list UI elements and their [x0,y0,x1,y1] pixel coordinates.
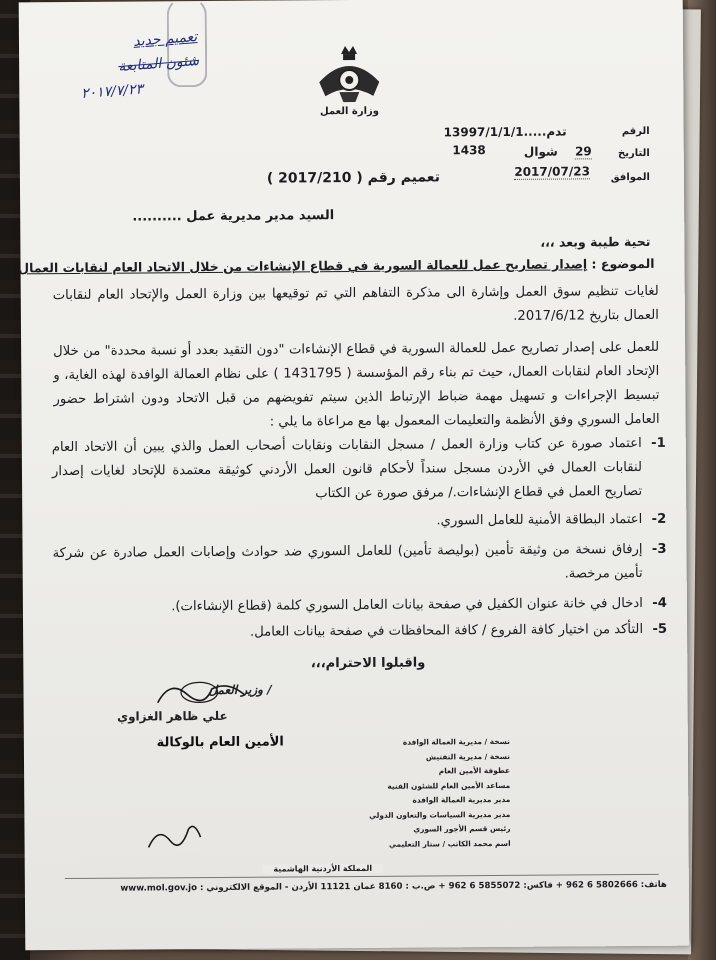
ministry-name: وزارة العمل [319,105,380,118]
signature-handwritten: / وزير العمل [208,682,272,698]
date-gregorian: 2017/07/23 [514,164,590,179]
date-label: التاريخ [617,147,650,160]
handwritten-note [77,25,202,106]
list-item [53,592,667,620]
copy-item: عطوفة الأمين العام [438,765,511,776]
list-item-text: اعتماد البطاقة الأمنية للعامل السوري. [436,511,643,529]
addressee: السيد مدير مديرية عمل .......... [132,208,335,225]
jordan-emblem-icon [309,40,389,111]
greeting: تحية طيبة وبعد ،،، [540,233,651,250]
circular-label: تعميم رقم [367,169,440,186]
copy-item: مدير مديرية السياسات والتعاون الدولي [369,809,511,820]
signatory-name: علي ظاهر الغزاوي [117,708,228,724]
copy-item: نسخة / مديرية العمالة الوافدة [402,736,510,747]
list-item-number: 3- [651,541,667,557]
footer-kingdom: المملكة الأردنية الهاشمية [263,864,383,874]
handwritten-note-line1: تعميم جديد [132,28,198,50]
list-item-number: 4- [652,595,667,611]
list-item-text: التأكد من اختيار كافة الفروع / كافة المحافظات في صفحة بيانات العامل. [249,621,644,640]
closing-line: واقبلوا الاحترام،،، [310,655,426,672]
footer-website: www.mol.gov.jo [120,883,198,894]
handwritten-note-line2: شئون المتابعة [117,52,200,76]
footer-contact-text: هاتف: 5802666 6 962 + فاكس: 5855072 6 962 + ص.ب : 8160 عمان 11121 الأردن - الموقع الالكتروني : [199,879,667,894]
circular-title [266,169,440,187]
subject-line [18,255,655,276]
copy-item: رئيس قسم الأجور السوري [413,823,511,834]
list-item [53,618,667,646]
date-hijri-month: شوال [523,144,558,159]
handwritten-note-line3: ٢٠١٧/٧/٢٣ [80,81,144,102]
subject-label: الموضوع : [591,255,655,272]
copy-item: نسخة / مديرية التفتيش [425,751,511,762]
list-item-text: إرفاق نسخة من وثيقة تأمين (بوليصة تأمين) للعامل السوري ضد حوادث وإصابات العمل صادرة عن شركة تأمين مرخصة. [52,541,643,582]
conditions-list [52,432,667,646]
list-item-number: 2- [651,511,667,527]
date-hijri-day: 29 [575,144,592,159]
copy-item: مدير مديرية العمالة الوافدة [412,794,511,805]
corresponding-label: الموافق [610,171,650,184]
copies-list [320,735,511,852]
subject-text: إصدار تصاريح عمل للعمالة السورية في قطاع الإنشاءات من خلال الاتحاد العام لنقابات العمال [18,256,588,276]
signature-block [93,676,284,767]
copy-item: مساعد الأمين العام للشئون الفنية [387,780,511,791]
paragraph-1: لغايات تنظيم سوق العمل وإشارة الى مذكرة التفاهم التي تم توقيعها بين وزارة العمل والإتحاد العام لنقابات العمال بتاريخ 2017/6/12. [52,283,659,324]
list-item [52,538,666,590]
ref-label: الرقم [621,125,650,138]
copy-item: اسم محمد الكاتب / ستار التعليمي [389,838,511,849]
document-page [19,0,690,950]
signatory-title: الأمين العام بالوكالة [156,734,284,751]
list-item-number: 1- [651,435,666,451]
list-item [52,432,666,508]
circular-number: ( 2017/210 ) [266,169,363,187]
ref-value: 13997/1/1/1.....تدم [443,124,567,140]
initials-scribble-icon [142,817,206,857]
list-item-text: ادخال في خانة عنوان الكفيل في صفحة بيانات العامل السوري كلمة (قطاع الإنشاءات). [171,595,643,615]
list-item [52,508,666,536]
footer-divider [65,874,659,879]
paragraph-2: للعمل على إصدار تصاريح عمل للعمالة السورية في قطاع الإنشاءات "دون التقيد بعدد أو نسبة محددة" من خلال الإتحاد العام لنقابات العمال، حيث تم بناء رقم المؤسسة ( 1431795 ) على نظام العمالة الوافدة لهذه الغاية، و تبسيط الإجراءات و تسهيل مهمة ضباط الإرتباط الذين سيتم تفويضهم من قبل الاتحاد ودون اشتراط حضور العامل السوري وفق الأنظمة والتعليمات المعمول بها مع مراعاة ما يلي : [53,339,660,430]
date-hijri-year: 1438 [452,143,486,158]
list-item-text: اعتماد صورة عن كتاب وزارة العمل / مسجل النقابات ونقابات أصحاب العمل والذي يبين أن الاتحاد العام لنقابات العمال في الأردن مسجل سنداً لأحكام قانون العمل الأردني كوثيقة معتمدة للإتحاد لغايات إصدار تصاريح العمل في قطاع الإنشاءات./ مرفق صورة عن الكتاب [51,435,643,502]
footer-contact [67,880,667,894]
list-item-number: 5- [652,621,668,637]
reference-block [440,124,650,191]
